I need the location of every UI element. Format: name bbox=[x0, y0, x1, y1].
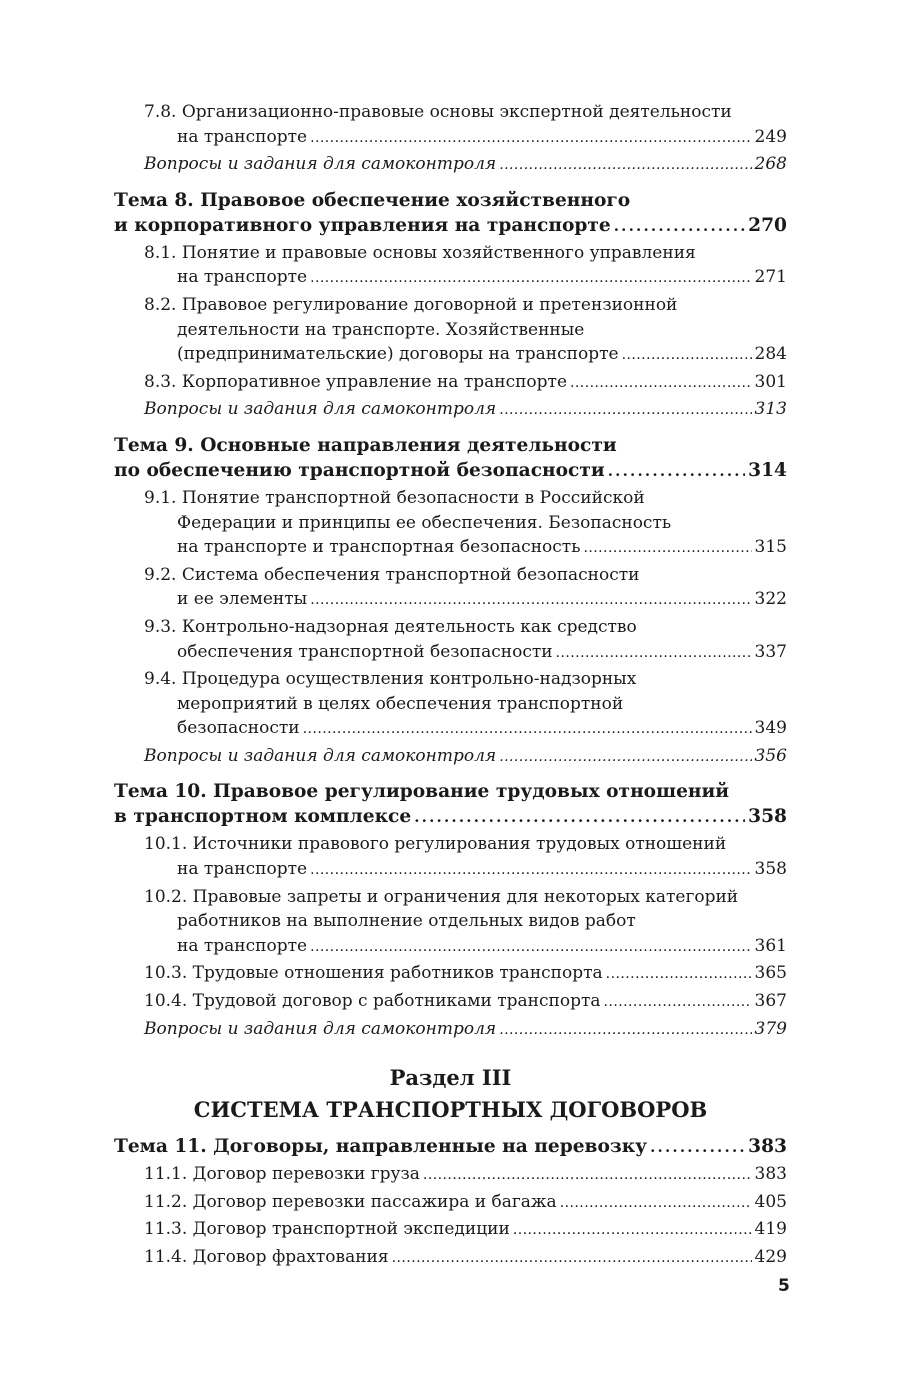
entry-text: 9.4. Процедура осуществления контрольно-надзорных bbox=[144, 669, 637, 690]
toc-entry-questions-9[interactable] bbox=[114, 744, 787, 770]
entry-text: Вопросы и задания для самоконтроля bbox=[144, 399, 497, 420]
entry-page: 367 bbox=[754, 991, 787, 1012]
dot-leader bbox=[604, 989, 752, 1015]
entry-text: на транспорте bbox=[177, 267, 308, 288]
toc-entry-questions-7[interactable] bbox=[114, 152, 787, 178]
toc-entry-7-8[interactable] bbox=[114, 100, 787, 150]
toc-theme-7-tail bbox=[114, 100, 787, 178]
dot-leader bbox=[622, 342, 752, 368]
part-label: Раздел III bbox=[389, 1065, 512, 1091]
theme-title: Тема 9. Основные направления деятельности bbox=[114, 434, 617, 456]
entry-text: (предпринимательские) договоры на транспорте bbox=[177, 344, 619, 365]
entry-page: 361 bbox=[754, 935, 787, 956]
toc-entry-11-2[interactable] bbox=[114, 1190, 787, 1216]
dot-leader bbox=[606, 961, 752, 987]
entry-text: 10.3. Трудовые отношения работников транспорта bbox=[144, 963, 603, 984]
theme-title: Тема 8. Правовое обеспечение хозяйственного bbox=[114, 189, 631, 211]
toc-entry-10-4[interactable] bbox=[114, 989, 787, 1015]
dot-leader bbox=[583, 535, 751, 561]
toc-entry-11-4[interactable] bbox=[114, 1245, 787, 1271]
dot-leader bbox=[303, 716, 752, 742]
entry-page: 379 bbox=[754, 1018, 787, 1039]
entry-text: Вопросы и задания для самоконтроля bbox=[144, 154, 497, 175]
dot-leader bbox=[499, 1017, 751, 1043]
entry-text: безопасности bbox=[177, 718, 300, 739]
entry-text: Федерации и принципы ее обеспечения. Безопасность bbox=[177, 512, 672, 533]
entry-text: 11.3. Договор транспортной экспедиции bbox=[144, 1219, 510, 1240]
dot-leader bbox=[608, 458, 745, 484]
toc-entry-9-1[interactable] bbox=[114, 486, 787, 561]
entry-page: 365 bbox=[754, 963, 787, 984]
entry-text: 10.2. Правовые запреты и ограничения для некоторых категорий bbox=[144, 886, 739, 907]
entry-text: 11.2. Договор перевозки пассажира и багажа bbox=[144, 1191, 557, 1212]
theme-page: 358 bbox=[748, 806, 787, 828]
dot-leader bbox=[499, 744, 751, 770]
theme-title: в транспортном комплексе bbox=[114, 806, 412, 828]
entry-page: 429 bbox=[754, 1247, 787, 1267]
toc-theme-11 bbox=[114, 1134, 787, 1270]
entry-text: Вопросы и задания для самоконтроля bbox=[144, 745, 497, 766]
toc-theme-8-heading[interactable] bbox=[114, 188, 787, 239]
toc-theme-10-heading[interactable] bbox=[114, 779, 787, 830]
entry-text: 10.4. Трудовой договор с работниками транспорта bbox=[144, 991, 601, 1012]
toc-entry-10-2[interactable] bbox=[114, 885, 787, 960]
entry-text: 8.3. Корпоративное управление на транспорте bbox=[144, 371, 567, 392]
entry-page: 358 bbox=[754, 859, 787, 880]
entry-text: 9.1. Понятие транспортной безопасности в Российской bbox=[144, 487, 645, 508]
dot-leader bbox=[310, 265, 751, 291]
dot-leader bbox=[556, 640, 752, 666]
toc-theme-9 bbox=[114, 433, 787, 770]
entry-page: 249 bbox=[754, 126, 787, 147]
theme-page: 314 bbox=[748, 459, 787, 481]
toc-theme-10 bbox=[114, 779, 787, 1042]
entry-page: 284 bbox=[754, 344, 787, 365]
entry-page: 383 bbox=[754, 1164, 787, 1185]
entry-page: 356 bbox=[754, 745, 787, 766]
entry-text: 11.4. Договор фрахтования bbox=[144, 1247, 389, 1267]
dot-leader bbox=[310, 587, 751, 613]
toc-entry-8-2[interactable] bbox=[114, 293, 787, 368]
dot-leader bbox=[570, 370, 752, 396]
page-number: 5 bbox=[778, 1276, 790, 1296]
theme-title: Тема 11. Договоры, направленные на перевозку bbox=[114, 1136, 648, 1158]
toc-theme-11-heading[interactable] bbox=[114, 1134, 787, 1160]
entry-page: 268 bbox=[754, 154, 787, 175]
part-title: СИСТЕМА ТРАНСПОРТНЫХ ДОГОВОРОВ bbox=[193, 1097, 708, 1123]
dot-leader bbox=[310, 857, 751, 883]
entry-page: 271 bbox=[754, 267, 787, 288]
toc-entry-11-1[interactable] bbox=[114, 1162, 787, 1188]
entry-text: 10.1. Источники правового регулирования трудовых отношений bbox=[144, 834, 727, 855]
entry-text: 9.3. Контрольно-надзорная деятельность как средство bbox=[144, 616, 637, 637]
table-of-contents bbox=[114, 98, 787, 1271]
toc-entry-questions-8[interactable] bbox=[114, 397, 787, 423]
toc-entry-8-3[interactable] bbox=[114, 370, 787, 396]
dot-leader bbox=[310, 934, 751, 960]
entry-page: 337 bbox=[754, 641, 787, 662]
part-heading bbox=[114, 1062, 787, 1126]
dot-leader bbox=[414, 804, 745, 830]
theme-title: Тема 10. Правовое регулирование трудовых отношений bbox=[114, 781, 730, 803]
toc-entry-9-4[interactable] bbox=[114, 667, 787, 742]
entry-text: мероприятий в целях обеспечения транспортной bbox=[177, 693, 624, 714]
entry-text: 8.2. Правовое регулирование договорной и претензионной bbox=[144, 294, 678, 315]
entry-text: 8.1. Понятие и правовые основы хозяйственного управления bbox=[144, 242, 696, 263]
entry-text: на транспорте bbox=[177, 859, 308, 880]
entry-text: 9.2. Система обеспечения транспортной безопасности bbox=[144, 564, 640, 585]
dot-leader bbox=[650, 1134, 745, 1160]
entry-text: 7.8. Организационно-правовые основы экспертной деятельности bbox=[144, 102, 732, 122]
toc-entry-8-1[interactable] bbox=[114, 241, 787, 291]
entry-page: 349 bbox=[754, 718, 787, 739]
entry-text: Вопросы и задания для самоконтроля bbox=[144, 1018, 497, 1039]
entry-page: 313 bbox=[754, 399, 787, 420]
toc-entry-10-1[interactable] bbox=[114, 832, 787, 882]
entry-text: работников на выполнение отдельных видов работ bbox=[177, 911, 636, 932]
entry-text: и ее элементы bbox=[177, 589, 308, 610]
entry-page: 301 bbox=[754, 371, 787, 392]
entry-text: на транспорте и транспортная безопасность bbox=[177, 537, 581, 558]
theme-title: по обеспечению транспортной безопасности bbox=[114, 459, 605, 481]
entry-text: деятельности на транспорте. Хозяйственные bbox=[177, 319, 585, 340]
dot-leader bbox=[614, 213, 745, 239]
dot-leader bbox=[392, 1245, 752, 1271]
entry-text: на транспорте bbox=[177, 935, 308, 956]
entry-text: 11.1. Договор перевозки груза bbox=[144, 1164, 420, 1185]
entry-page: 419 bbox=[754, 1219, 787, 1240]
toc-entry-9-2[interactable] bbox=[114, 563, 787, 613]
toc-entry-9-3[interactable] bbox=[114, 615, 787, 665]
dot-leader bbox=[423, 1162, 752, 1188]
entry-page: 315 bbox=[754, 537, 787, 558]
dot-leader bbox=[513, 1217, 752, 1243]
toc-entry-10-3[interactable] bbox=[114, 961, 787, 987]
dot-leader bbox=[499, 152, 751, 178]
entry-text: на транспорте bbox=[177, 126, 308, 147]
theme-page: 383 bbox=[748, 1136, 787, 1158]
entry-page: 322 bbox=[754, 589, 787, 610]
dot-leader bbox=[560, 1190, 752, 1216]
dot-leader bbox=[499, 397, 751, 423]
toc-entry-questions-10[interactable] bbox=[114, 1017, 787, 1043]
theme-page: 270 bbox=[748, 214, 787, 236]
theme-title: и корпоративного управления на транспорте bbox=[114, 214, 611, 236]
toc-theme-9-heading[interactable] bbox=[114, 433, 787, 484]
entry-page: 405 bbox=[754, 1191, 787, 1212]
dot-leader bbox=[310, 125, 751, 151]
toc-entry-11-3[interactable] bbox=[114, 1217, 787, 1243]
toc-theme-8 bbox=[114, 188, 787, 423]
entry-text: обеспечения транспортной безопасности bbox=[177, 641, 553, 662]
